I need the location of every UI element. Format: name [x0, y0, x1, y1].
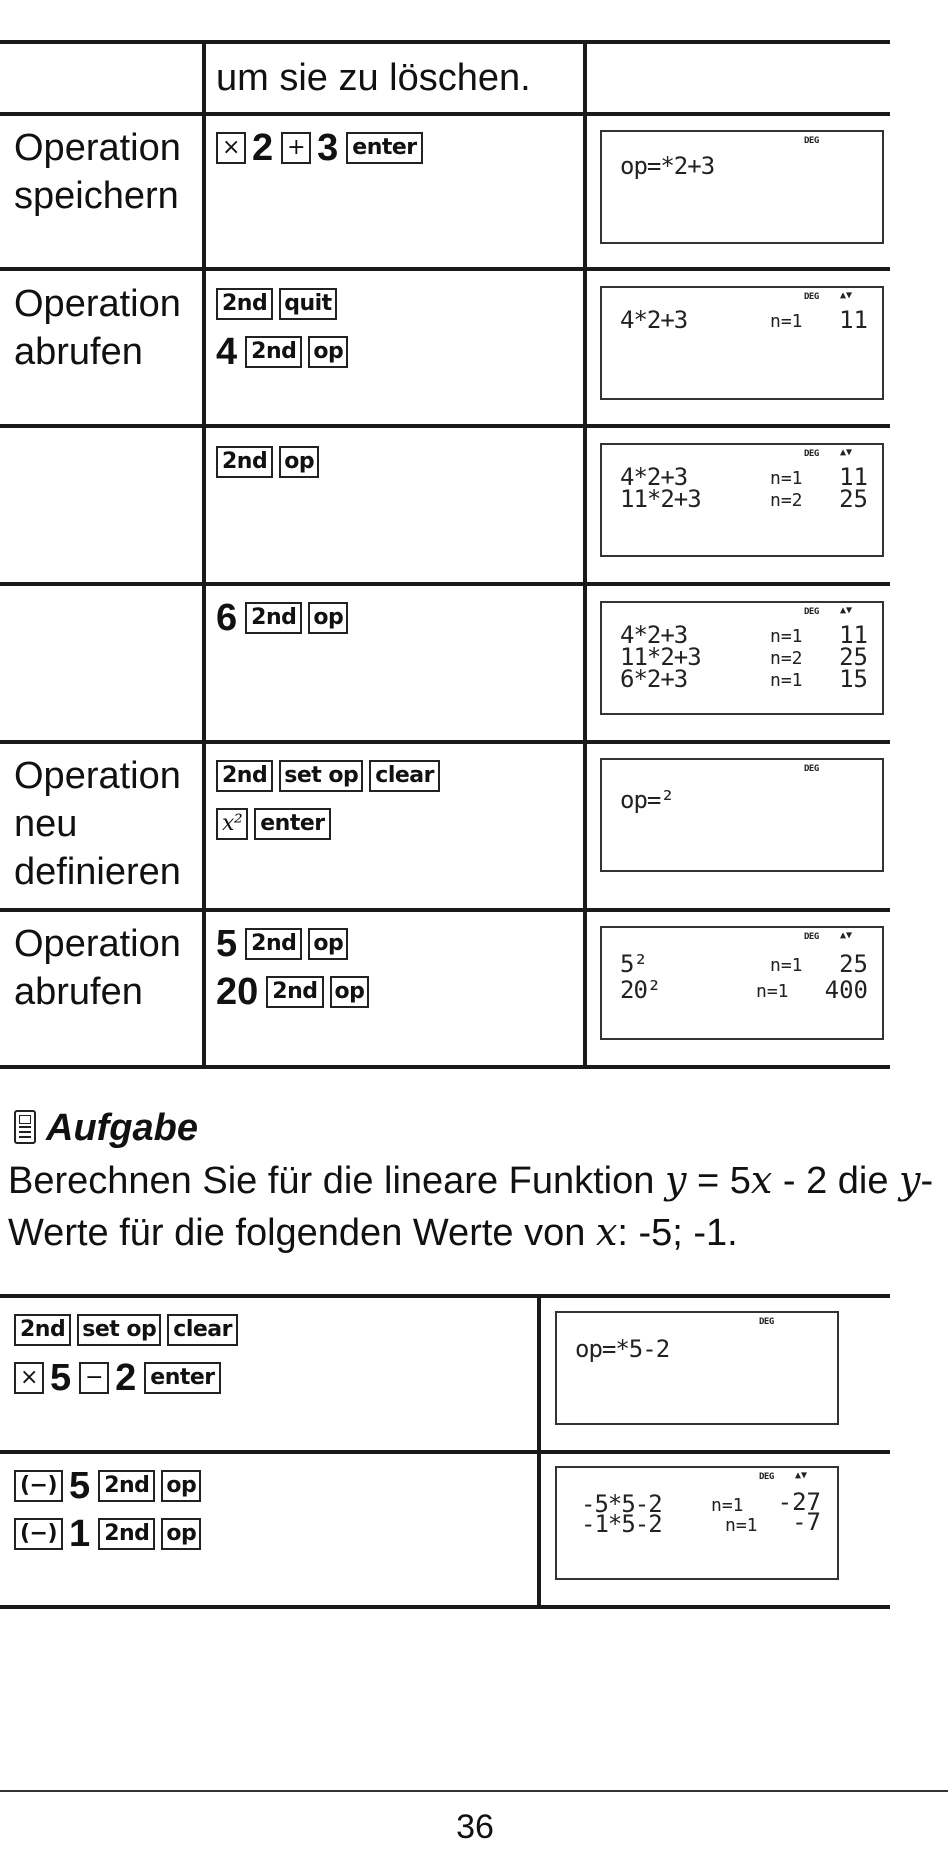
screen-line: 4*2+3: [620, 306, 688, 334]
calculator-screen: [555, 1311, 839, 1425]
scroll-arrows-icon: ▲▼: [840, 290, 853, 301]
table-rule: [0, 908, 890, 912]
screen-value: 11: [839, 621, 868, 649]
table-rule: [0, 112, 890, 116]
keystrokes: [14, 1462, 207, 1558]
2nd-key[interactable]: 2nd: [98, 1470, 155, 1502]
screen-n: n=2: [770, 490, 803, 511]
keystrokes: [14, 1306, 244, 1402]
page-number: 36: [456, 1808, 494, 1846]
digit: 4: [216, 331, 238, 373]
table-rule: [0, 582, 890, 586]
row-label: Operation abrufen: [14, 923, 181, 1013]
digit: 6: [216, 597, 238, 639]
task-heading: Aufgabe: [14, 1104, 198, 1152]
digit: 2: [252, 127, 274, 169]
2nd-key[interactable]: 2nd: [216, 760, 273, 792]
2nd-key[interactable]: 2nd: [98, 1518, 155, 1550]
table-rule: [0, 267, 890, 271]
screen-line: 5²: [620, 950, 647, 978]
screen-n: n=2: [770, 648, 803, 669]
scroll-arrows-icon: ▲▼: [840, 605, 853, 616]
screen-n: n=1: [770, 626, 803, 647]
op-key[interactable]: op: [308, 602, 348, 634]
table-rule: [537, 1294, 541, 1609]
screen-line: 4*2+3: [620, 621, 688, 649]
scroll-arrows-icon: ▲▼: [840, 930, 853, 941]
calculator-screen: [600, 286, 884, 400]
screen-n: n=1: [711, 1495, 744, 1516]
scroll-arrows-icon: ▲▼: [840, 447, 853, 458]
deg-indicator: DEG: [759, 1472, 774, 1482]
screen-value: -7: [792, 1508, 821, 1536]
plus-key[interactable]: +: [281, 132, 311, 164]
keystrokes: [216, 752, 446, 848]
screen-line: 20²: [620, 976, 661, 1004]
negative-key[interactable]: (−): [14, 1518, 63, 1550]
screen-line: 4*2+3: [620, 463, 688, 491]
keystrokes: [216, 438, 325, 486]
digit: 1: [69, 1513, 91, 1555]
screen-n: n=1: [770, 670, 803, 691]
screen-n: n=1: [770, 311, 803, 332]
screen-line: 11*2+3: [620, 643, 701, 671]
2nd-key[interactable]: 2nd: [245, 336, 302, 368]
op-key[interactable]: op: [308, 928, 348, 960]
table-rule: [0, 40, 890, 44]
row-label: Operation speichern: [14, 127, 181, 217]
deg-indicator: DEG: [804, 136, 819, 146]
negative-key[interactable]: (−): [14, 1470, 63, 1502]
keystrokes: [216, 124, 429, 172]
digit: 5: [50, 1357, 72, 1399]
screen-value: 11: [839, 306, 868, 334]
2nd-key[interactable]: 2nd: [14, 1314, 71, 1346]
calculator-screen: [600, 758, 884, 872]
screen-line: op=*5-2: [575, 1335, 670, 1363]
clear-key[interactable]: clear: [369, 760, 440, 792]
screen-value: -27: [777, 1488, 821, 1516]
screen-line: 6*2+3: [620, 665, 688, 693]
screen-value: 400: [824, 976, 868, 1004]
deg-indicator: DEG: [804, 932, 819, 942]
digit: 5: [216, 923, 238, 965]
2nd-key[interactable]: 2nd: [245, 602, 302, 634]
op-key[interactable]: op: [279, 446, 319, 478]
deg-indicator: DEG: [804, 764, 819, 774]
table-rule: [0, 424, 890, 428]
2nd-key[interactable]: 2nd: [266, 976, 323, 1008]
screen-n: n=1: [725, 1515, 758, 1536]
keystrokes: [216, 920, 375, 1016]
multiply-key[interactable]: ×: [14, 1362, 44, 1394]
op-key[interactable]: op: [330, 976, 370, 1008]
deg-indicator: DEG: [759, 1317, 774, 1327]
calculator-screen: [600, 130, 884, 244]
screen-n: n=1: [756, 981, 789, 1002]
calculator-icon: [14, 1110, 36, 1144]
multiply-key[interactable]: ×: [216, 132, 246, 164]
screen-value: 25: [839, 643, 868, 671]
screen-n: n=1: [770, 955, 803, 976]
clear-key[interactable]: clear: [167, 1314, 238, 1346]
op-key[interactable]: op: [161, 1518, 201, 1550]
set-op-key[interactable]: set op: [77, 1314, 161, 1346]
table-rule: [0, 1605, 890, 1609]
digit: 3: [317, 127, 339, 169]
deg-indicator: DEG: [804, 292, 819, 302]
row-label: Operation neu definieren: [14, 755, 181, 893]
2nd-key[interactable]: 2nd: [216, 446, 273, 478]
enter-key[interactable]: enter: [346, 132, 422, 164]
calculator-screen: [600, 443, 884, 557]
scroll-arrows-icon: ▲▼: [795, 1470, 808, 1481]
screen-value: 25: [839, 950, 868, 978]
keystrokes: [216, 594, 354, 642]
screen-line: op=*2+3: [620, 152, 715, 180]
table-rule: [0, 1294, 890, 1298]
quit-key[interactable]: quit: [279, 288, 336, 320]
digit: 2: [115, 1357, 137, 1399]
enter-key[interactable]: enter: [144, 1362, 220, 1394]
digit: 5: [69, 1465, 91, 1507]
2nd-key[interactable]: 2nd: [245, 928, 302, 960]
op-key[interactable]: op: [161, 1470, 201, 1502]
calculator-screen: [555, 1466, 839, 1580]
set-op-key[interactable]: set op: [279, 760, 363, 792]
screen-value: 11: [839, 463, 868, 491]
screen-value: 15: [839, 665, 868, 693]
screen-line: -1*5-2: [581, 1510, 662, 1538]
screen-line: op=²: [620, 786, 674, 814]
x-squared-key[interactable]: x²: [216, 808, 248, 840]
minus-key[interactable]: −: [79, 1362, 109, 1394]
deg-indicator: DEG: [804, 449, 819, 459]
table-rule: [0, 1065, 890, 1069]
table-rule: [0, 1450, 890, 1454]
row-label: Operation abrufen: [14, 283, 181, 373]
calculator-screen: [600, 601, 884, 715]
deg-indicator: DEG: [804, 607, 819, 617]
digit: 20: [216, 971, 259, 1013]
calculator-screen: [600, 926, 884, 1040]
screen-value: 25: [839, 485, 868, 513]
table-rule: [0, 740, 890, 744]
table-rule: [202, 40, 206, 1069]
footer-rule: [0, 1790, 948, 1792]
screen-n: n=1: [770, 468, 803, 489]
row-text: um sie zu löschen.: [216, 57, 531, 99]
task-text-line-1: Berechnen Sie für die lineare Funktion y = 5x - 2 die y-: [8, 1158, 934, 1202]
table-rule: [583, 40, 587, 1069]
enter-key[interactable]: enter: [254, 808, 330, 840]
keystrokes: [216, 280, 354, 376]
op-key[interactable]: op: [308, 336, 348, 368]
screen-line: 11*2+3: [620, 485, 701, 513]
screen-line: -5*5-2: [581, 1490, 662, 1518]
2nd-key[interactable]: 2nd: [216, 288, 273, 320]
task-text-line-2: Werte für die folgenden Werte von x: -5; -1.: [8, 1210, 738, 1254]
